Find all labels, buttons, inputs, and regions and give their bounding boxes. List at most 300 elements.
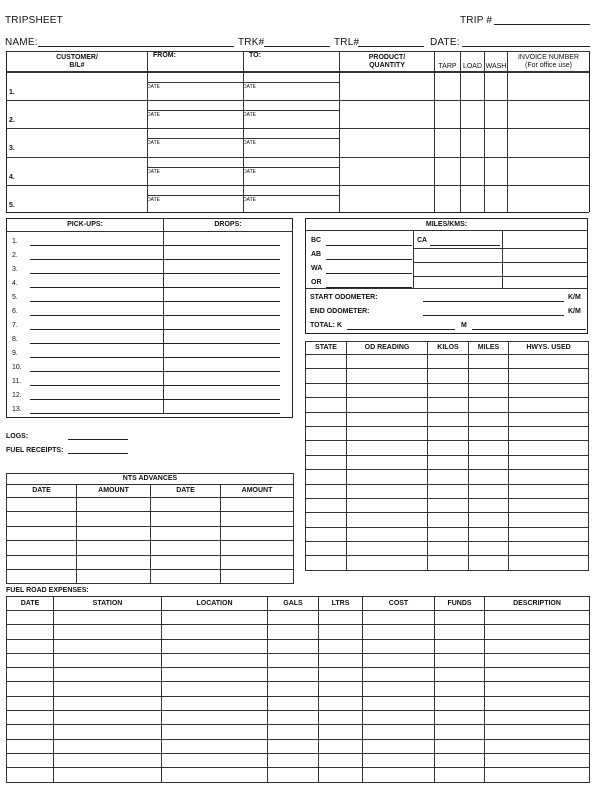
state-cell[interactable]: [347, 426, 428, 440]
fuel-cell[interactable]: [7, 711, 54, 725]
state-cell[interactable]: [509, 383, 589, 397]
state-cell[interactable]: [347, 513, 428, 527]
state-cell[interactable]: [428, 426, 469, 440]
state-cell[interactable]: [347, 441, 428, 455]
fuel-cell[interactable]: [485, 739, 590, 753]
state-cell[interactable]: [306, 369, 347, 383]
pickup-row-number: 13.: [12, 406, 22, 413]
state-cell[interactable]: [469, 441, 509, 455]
fuel-cell[interactable]: [363, 668, 435, 682]
advances-cell[interactable]: [77, 541, 151, 555]
state-cell[interactable]: [428, 527, 469, 541]
state-cell[interactable]: [347, 484, 428, 498]
pickup-drop-line[interactable]: [30, 287, 280, 288]
to-date-label: DATE: [243, 84, 256, 90]
fuel-cell[interactable]: [54, 668, 162, 682]
pickup-row-number: 2.: [12, 252, 18, 259]
fuel-cell[interactable]: [435, 625, 485, 639]
state-cell[interactable]: [469, 542, 509, 556]
pickup-row-number: 6.: [12, 308, 18, 315]
state-cell[interactable]: [509, 556, 589, 570]
fuel-cell[interactable]: [162, 682, 268, 696]
fuel-cell[interactable]: [162, 639, 268, 653]
advances-col-header: AMOUNT: [77, 485, 151, 498]
pickup-drop-line[interactable]: [30, 357, 280, 358]
col-tarp: TARP: [435, 52, 461, 72]
wa-label: WA: [311, 265, 323, 272]
trl-field[interactable]: [358, 46, 424, 47]
advances-cell[interactable]: [151, 541, 221, 555]
state-cell[interactable]: [428, 441, 469, 455]
fuel-cell[interactable]: [268, 625, 319, 639]
state-cell[interactable]: [469, 369, 509, 383]
date-field[interactable]: [462, 46, 590, 47]
fuel-cell[interactable]: [485, 696, 590, 710]
fuel-cell[interactable]: [7, 625, 54, 639]
state-cell[interactable]: [509, 527, 589, 541]
state-cell[interactable]: [509, 470, 589, 484]
fuel-cell[interactable]: [319, 668, 363, 682]
fuel-cell[interactable]: [162, 668, 268, 682]
pickup-drop-line[interactable]: [30, 399, 280, 400]
end-odometer-label: END ODOMETER:: [310, 308, 370, 315]
state-table: [305, 341, 589, 571]
state-cell[interactable]: [428, 513, 469, 527]
state-cell[interactable]: [347, 542, 428, 556]
fuel-cell[interactable]: [7, 768, 54, 782]
fuel-col-header: STATION: [54, 597, 162, 611]
state-cell[interactable]: [509, 426, 589, 440]
state-cell[interactable]: [469, 455, 509, 469]
advances-cell[interactable]: [7, 498, 77, 512]
pickup-row-number: 1.: [12, 238, 18, 245]
fuel-cell[interactable]: [363, 611, 435, 625]
state-cell[interactable]: [428, 542, 469, 556]
trk-label: TRK#: [238, 37, 265, 48]
advances-cell[interactable]: [221, 541, 294, 555]
state-cell[interactable]: [509, 412, 589, 426]
fuel-cell[interactable]: [363, 725, 435, 739]
pickup-drop-line[interactable]: [30, 329, 280, 330]
state-cell[interactable]: [347, 470, 428, 484]
fuel-cell[interactable]: [319, 768, 363, 782]
advances-col-header: AMOUNT: [221, 485, 294, 498]
state-cell[interactable]: [306, 513, 347, 527]
name-field[interactable]: [38, 46, 234, 47]
fuel-cell[interactable]: [54, 625, 162, 639]
advances-cell[interactable]: [7, 555, 77, 569]
fuel-cell[interactable]: [319, 696, 363, 710]
pickup-drop-line[interactable]: [30, 413, 280, 414]
state-cell[interactable]: [469, 513, 509, 527]
state-cell[interactable]: [509, 513, 589, 527]
fuel-cell[interactable]: [485, 639, 590, 653]
bc-label: BC: [311, 237, 322, 244]
fuel-cell[interactable]: [162, 696, 268, 710]
fuel-cell[interactable]: [268, 682, 319, 696]
trk-field[interactable]: [264, 46, 330, 47]
state-cell[interactable]: [428, 498, 469, 512]
advances-cell[interactable]: [77, 512, 151, 526]
state-cell[interactable]: [347, 455, 428, 469]
state-col-header: HWYS. USED: [509, 342, 589, 355]
pickup-row-number: 3.: [12, 266, 18, 273]
state-cell[interactable]: [509, 398, 589, 412]
trip-number-label: TRIP #: [460, 15, 493, 26]
trip-row-number: 5.: [9, 201, 15, 209]
fuel-cell[interactable]: [7, 653, 54, 667]
fuel-cell[interactable]: [162, 625, 268, 639]
fuel-cell[interactable]: [268, 739, 319, 753]
advances-cell[interactable]: [7, 541, 77, 555]
fuel-cell[interactable]: [162, 739, 268, 753]
fuel-col-header: DESCRIPTION: [485, 597, 590, 611]
end-odometer-field[interactable]: [423, 315, 564, 316]
bc-field[interactable]: [326, 245, 412, 246]
or-field[interactable]: [326, 287, 412, 288]
fuel-cell[interactable]: [319, 611, 363, 625]
state-cell[interactable]: [347, 527, 428, 541]
state-cell[interactable]: [306, 455, 347, 469]
fuel-cell[interactable]: [7, 696, 54, 710]
fuel-cell[interactable]: [268, 668, 319, 682]
end-km-label: K/M: [568, 308, 581, 315]
state-cell[interactable]: [428, 383, 469, 397]
state-cell[interactable]: [306, 542, 347, 556]
name-label: NAME:: [5, 37, 38, 48]
fuel-cell[interactable]: [7, 682, 54, 696]
state-cell[interactable]: [428, 470, 469, 484]
state-cell[interactable]: [428, 369, 469, 383]
fuel-cell[interactable]: [363, 768, 435, 782]
pickup-drop-line[interactable]: [30, 385, 280, 386]
fuel-cell[interactable]: [485, 725, 590, 739]
fuel-cell[interactable]: [162, 753, 268, 767]
state-cell[interactable]: [428, 355, 469, 369]
advances-cell[interactable]: [77, 569, 151, 583]
pickups-box: [6, 218, 293, 418]
state-cell[interactable]: [469, 498, 509, 512]
pickup-drop-line[interactable]: [30, 259, 280, 260]
fuel-cell[interactable]: [7, 753, 54, 767]
advances-cell[interactable]: [77, 498, 151, 512]
fuel-cell[interactable]: [363, 739, 435, 753]
wa-field[interactable]: [326, 273, 412, 274]
fuel-cell[interactable]: [485, 753, 590, 767]
fuel-cell[interactable]: [7, 739, 54, 753]
fuel-cell[interactable]: [485, 611, 590, 625]
fuel-receipts-label: FUEL RECEIPTS:: [6, 447, 64, 454]
advances-cell[interactable]: [221, 498, 294, 512]
fuel-cell[interactable]: [435, 653, 485, 667]
fuel-cell[interactable]: [363, 711, 435, 725]
state-cell[interactable]: [306, 412, 347, 426]
pickup-row-number: 11.: [12, 378, 22, 385]
pickups-header: PICK-UPS:: [67, 221, 103, 228]
state-cell[interactable]: [428, 412, 469, 426]
state-cell[interactable]: [469, 412, 509, 426]
col-from: FROM:: [148, 52, 244, 72]
pickup-drop-line[interactable]: [30, 245, 280, 246]
col-invoice: INVOICE NUMBER (For office use): [508, 52, 590, 72]
state-cell[interactable]: [428, 484, 469, 498]
fuel-cell[interactable]: [54, 753, 162, 767]
advances-cell[interactable]: [221, 526, 294, 540]
fuel-cell[interactable]: [162, 768, 268, 782]
from-date-label: DATE: [147, 84, 160, 90]
fuel-cell[interactable]: [485, 625, 590, 639]
state-cell[interactable]: [306, 470, 347, 484]
ab-field[interactable]: [326, 259, 412, 260]
to-date-label: DATE: [243, 168, 256, 175]
fuel-cell[interactable]: [435, 668, 485, 682]
fuel-cell[interactable]: [435, 739, 485, 753]
pickup-row-number: 4.: [12, 280, 18, 287]
state-cell[interactable]: [306, 556, 347, 570]
fuel-cell[interactable]: [319, 739, 363, 753]
fuel-cell[interactable]: [363, 696, 435, 710]
state-cell[interactable]: [306, 484, 347, 498]
fuel-cell[interactable]: [363, 625, 435, 639]
advances-cell[interactable]: [221, 512, 294, 526]
fuel-cell[interactable]: [268, 653, 319, 667]
state-cell[interactable]: [469, 383, 509, 397]
fuel-col-header: FUNDS: [435, 597, 485, 611]
fuel-cell[interactable]: [435, 711, 485, 725]
state-cell[interactable]: [306, 441, 347, 455]
state-cell[interactable]: [469, 556, 509, 570]
trip-row-number: 1.: [9, 89, 15, 96]
fuel-cell[interactable]: [54, 611, 162, 625]
state-cell[interactable]: [428, 556, 469, 570]
state-cell[interactable]: [509, 455, 589, 469]
advances-cell[interactable]: [151, 512, 221, 526]
fuel-cell[interactable]: [162, 611, 268, 625]
state-col-header: MILES: [469, 342, 509, 355]
fuel-cell[interactable]: [268, 696, 319, 710]
fuel-col-header: LOCATION: [162, 597, 268, 611]
fuel-title: FUEL ROAD EXPENSES:: [6, 587, 89, 594]
state-cell[interactable]: [306, 398, 347, 412]
state-cell[interactable]: [469, 426, 509, 440]
advances-cell[interactable]: [77, 526, 151, 540]
fuel-cell[interactable]: [54, 682, 162, 696]
from-date-label: DATE: [147, 168, 160, 175]
or-label: OR: [311, 279, 322, 286]
state-cell[interactable]: [509, 355, 589, 369]
ca-field[interactable]: [430, 245, 500, 246]
advances-cell[interactable]: [151, 555, 221, 569]
pickup-row-number: 10.: [12, 364, 22, 371]
trip-row-number: 4.: [9, 173, 15, 181]
fuel-cell[interactable]: [363, 653, 435, 667]
fuel-cell[interactable]: [162, 711, 268, 725]
fuel-cell[interactable]: [54, 711, 162, 725]
miles-title: MILES/KMS:: [425, 221, 468, 228]
advances-cell[interactable]: [151, 498, 221, 512]
advances-cell[interactable]: [221, 569, 294, 583]
fuel-cell[interactable]: [485, 711, 590, 725]
fuel-cell[interactable]: [435, 768, 485, 782]
advances-table: [6, 473, 294, 584]
advances-cell[interactable]: [77, 555, 151, 569]
to-date-label: DATE: [243, 196, 256, 203]
advances-cell[interactable]: [151, 526, 221, 540]
fuel-cell[interactable]: [435, 725, 485, 739]
fuel-cell[interactable]: [268, 753, 319, 767]
start-km-label: K/M: [568, 294, 581, 301]
advances-cell[interactable]: [7, 526, 77, 540]
fuel-cell[interactable]: [363, 682, 435, 696]
fuel-cell[interactable]: [485, 682, 590, 696]
fuel-cell[interactable]: [435, 696, 485, 710]
fuel-cell[interactable]: [435, 682, 485, 696]
state-cell[interactable]: [509, 498, 589, 512]
pickup-row-number: 5.: [12, 294, 18, 301]
fuel-cell[interactable]: [7, 639, 54, 653]
state-cell[interactable]: [306, 355, 347, 369]
state-cell[interactable]: [428, 398, 469, 412]
page-title: TRIPSHEET: [5, 15, 63, 26]
state-cell[interactable]: [306, 383, 347, 397]
fuel-cell[interactable]: [485, 653, 590, 667]
total-k-field[interactable]: [347, 329, 455, 330]
fuel-cell[interactable]: [485, 768, 590, 782]
fuel-cell[interactable]: [268, 711, 319, 725]
pickup-drop-line[interactable]: [30, 343, 280, 344]
state-cell[interactable]: [347, 498, 428, 512]
advances-cell[interactable]: [221, 555, 294, 569]
fuel-col-header: LTRS: [319, 597, 363, 611]
fuel-cell[interactable]: [319, 653, 363, 667]
logs-field[interactable]: [68, 439, 128, 440]
state-cell[interactable]: [347, 412, 428, 426]
pickup-drop-line[interactable]: [30, 371, 280, 372]
trip-table: [6, 51, 590, 72]
trip-number-field[interactable]: [494, 24, 590, 25]
advances-cell[interactable]: [151, 569, 221, 583]
col-wash: WASH: [485, 52, 508, 72]
fuel-receipts-field[interactable]: [68, 453, 128, 454]
state-cell[interactable]: [469, 527, 509, 541]
fuel-cell[interactable]: [7, 668, 54, 682]
col-product: PRODUCT/ QUANTITY: [340, 52, 435, 72]
fuel-cell[interactable]: [162, 653, 268, 667]
state-cell[interactable]: [306, 498, 347, 512]
drops-header: DROPS:: [214, 221, 242, 228]
state-cell[interactable]: [347, 383, 428, 397]
fuel-cell[interactable]: [319, 711, 363, 725]
advances-cell[interactable]: [7, 512, 77, 526]
to-date-label: DATE: [243, 140, 256, 147]
state-col-header: STATE: [306, 342, 347, 355]
state-cell[interactable]: [306, 426, 347, 440]
pickup-row-number: 12.: [12, 392, 22, 399]
fuel-cell[interactable]: [319, 753, 363, 767]
advances-col-header: DATE: [151, 485, 221, 498]
ab-label: AB: [311, 251, 322, 258]
state-col-header: KILOS: [428, 342, 469, 355]
fuel-cell[interactable]: [7, 725, 54, 739]
fuel-cell[interactable]: [54, 696, 162, 710]
state-cell[interactable]: [509, 542, 589, 556]
state-cell[interactable]: [469, 484, 509, 498]
from-date-label: DATE: [147, 140, 160, 147]
pickup-row-number: 8.: [12, 336, 18, 343]
state-cell[interactable]: [347, 355, 428, 369]
fuel-cell[interactable]: [268, 611, 319, 625]
state-col-header: OD READING: [347, 342, 428, 355]
fuel-cell[interactable]: [54, 639, 162, 653]
trl-label: TRL#: [334, 37, 360, 48]
start-odometer-label: START ODOMETER:: [310, 294, 378, 301]
state-cell[interactable]: [469, 355, 509, 369]
fuel-cell[interactable]: [7, 611, 54, 625]
state-cell[interactable]: [347, 369, 428, 383]
advances-cell[interactable]: [7, 569, 77, 583]
fuel-col-header: COST: [363, 597, 435, 611]
from-date-label: DATE: [147, 196, 160, 203]
state-cell[interactable]: [509, 369, 589, 383]
state-cell[interactable]: [347, 398, 428, 412]
fuel-cell[interactable]: [319, 682, 363, 696]
fuel-cell[interactable]: [435, 753, 485, 767]
fuel-cell[interactable]: [54, 768, 162, 782]
state-cell[interactable]: [509, 441, 589, 455]
fuel-cell[interactable]: [319, 639, 363, 653]
fuel-cell[interactable]: [162, 725, 268, 739]
fuel-cell[interactable]: [435, 611, 485, 625]
pickup-row-number: 9.: [12, 350, 18, 357]
pickup-drop-line[interactable]: [30, 273, 280, 274]
fuel-cell[interactable]: [54, 653, 162, 667]
total-m-field[interactable]: [472, 329, 586, 330]
fuel-cell[interactable]: [268, 725, 319, 739]
fuel-cell[interactable]: [54, 725, 162, 739]
fuel-table: [6, 596, 590, 783]
start-odometer-field[interactable]: [423, 301, 564, 302]
total-k-label: TOTAL: K: [310, 322, 343, 329]
fuel-cell[interactable]: [54, 739, 162, 753]
fuel-cell[interactable]: [319, 725, 363, 739]
col-customer: CUSTOMER/ B/L#: [7, 52, 148, 72]
state-cell[interactable]: [347, 556, 428, 570]
trip-row-number: 3.: [9, 145, 15, 153]
fuel-cell[interactable]: [435, 639, 485, 653]
advances-col-header: DATE: [7, 485, 77, 498]
to-date-label: DATE: [243, 112, 256, 119]
pickup-drop-line[interactable]: [30, 301, 280, 302]
state-cell[interactable]: [509, 484, 589, 498]
ca-label: CA: [417, 237, 428, 244]
col-to: TO:: [244, 52, 340, 72]
logs-label: LOGS:: [6, 433, 29, 440]
fuel-cell[interactable]: [319, 625, 363, 639]
fuel-cell[interactable]: [268, 639, 319, 653]
state-cell[interactable]: [469, 470, 509, 484]
state-cell[interactable]: [306, 527, 347, 541]
from-date-label: DATE: [147, 112, 160, 119]
pickup-row-number: 7.: [12, 322, 18, 329]
fuel-cell[interactable]: [363, 753, 435, 767]
fuel-cell[interactable]: [268, 768, 319, 782]
trip-row-number: 2.: [9, 117, 15, 125]
fuel-cell[interactable]: [485, 668, 590, 682]
pickup-drop-line[interactable]: [30, 315, 280, 316]
state-cell[interactable]: [428, 455, 469, 469]
state-cell[interactable]: [469, 398, 509, 412]
fuel-cell[interactable]: [363, 639, 435, 653]
